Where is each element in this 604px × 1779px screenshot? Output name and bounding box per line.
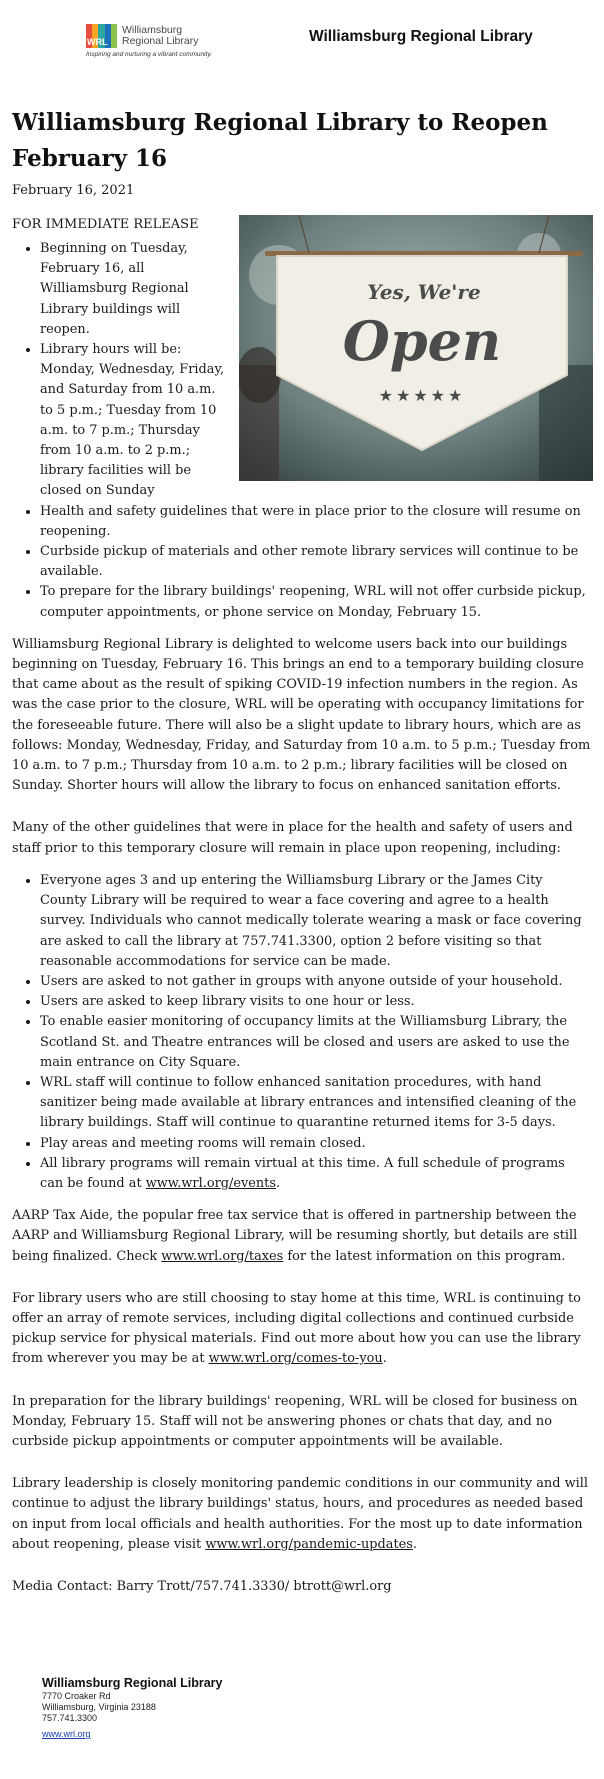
list-item: • Play areas and meeting rooms will remain closed.	[40, 1134, 592, 1154]
release-block	[12, 215, 592, 623]
paragraph-closure: In preparation for the library buildings' reopening, WRL will be closed for business on Monday, February 15. Staff will not be answering phones or chats that day, and no curbside pickup appointments or computer appointments will be available.	[12, 1393, 578, 1449]
list-item: • To enable easier monitoring of occupancy limits at the Williamsburg Library, the Scotland St. and Theatre entrances will be closed and users are asked to use the main entrance on City Square.	[40, 1012, 592, 1073]
logo-tagline: Inspiring and nurturing a vibrant community.	[86, 51, 212, 58]
paragraph-guidelines-intro: Many of the other guidelines that were in place for the health and safety of users and staff prior to this temporary closure will remain in place upon reopening, including:	[12, 820, 573, 856]
media-contact: Media Contact: Barry Trott/757.741.3330/ btrott@wrl.org	[12, 1578, 392, 1594]
article-date: February 16, 2021	[12, 183, 135, 198]
footer-name: Williamsburg Regional Library	[42, 1676, 223, 1690]
comes-to-you-link[interactable]: www.wrl.org/comes-to-you	[208, 1351, 383, 1367]
logo-mark	[86, 24, 118, 48]
footer-address1: 7770 Croaker Rd	[42, 1691, 111, 1701]
sign-line2: Open	[342, 309, 502, 373]
pandemic-updates-link[interactable]: www.wrl.org/pandemic-updates	[205, 1536, 413, 1552]
sign-stars: ★★★★★	[378, 386, 466, 405]
taxes-link[interactable]: www.wrl.org/taxes	[161, 1248, 284, 1264]
page-footer	[42, 1676, 442, 1742]
footer-phone: 757.741.3300	[42, 1713, 98, 1723]
paragraph-aarp: AARP Tax Aide, the popular free tax service that is offered in partnership between the AARP and Williamsburg Regional Library, will be resuming shortly, but details are still being finalized. Check www.wrl.org/taxes for the latest information on this program.	[12, 1208, 578, 1264]
open-sign-photo	[239, 215, 593, 481]
footer-website-link[interactable]: www.wrl.org	[42, 1729, 91, 1739]
list-item: • Everyone ages 3 and up entering the Williamsburg Library or the James City County Library will be required to wear a face covering and agree to a health survey. Individuals who cannot medically tolerate wearing a mask or face covering are asked to call the library at 757.741.3300, option 2 before visiting so that reasonable accommodations for service can be made.	[40, 871, 592, 972]
logo-name: Williamsburg Regional Library	[122, 24, 199, 47]
list-item: • Library hours will be: Monday, Wednesday, Friday, and Saturday from 10 a.m. to 5 p.m.; Tuesday from 10 a.m. to 7 p.m.; Thursday from 10 a.m. to 2 p.m.; library facilities will be closed on Sunday	[40, 340, 225, 502]
page-header	[0, 0, 604, 82]
sign-line1: Yes, We're	[367, 280, 481, 304]
list-item: • To prepare for the library buildings' reopening, WRL will not offer curbside pickup, computer appointments, or phone service on Monday, February 15.	[40, 582, 592, 622]
footer-address2: Williamsburg, Virginia 23188	[42, 1702, 156, 1712]
paragraph-welcome: Williamsburg Regional Library is delighted to welcome users back into our buildings beginning on Tuesday, February 16. This brings an end to a temporary building closure that came about as the result of spiking COVID-19 infection numbers in the region. As was the case prior to the closure, WRL will be operating with occupancy limitations for the foreseeable future. There will also be a slight update to library hours, which are as follows: Monday, Wednesday, Friday, and Saturday from 10 a.m. to 5 p.m.; Tuesday from 10 a.m. to 7 p.m.; Thursday from 10 a.m. to 2 p.m.; library facilities will be closed on Sunday. Shorter hours will allow the library to focus on enhanced sanitation efforts.	[12, 636, 591, 794]
logo-mark-text: WRL	[87, 37, 108, 47]
list-item: • Users are asked to not gather in groups with anyone outside of your household.	[40, 972, 592, 992]
header-title: Williamsburg Regional Library	[309, 28, 533, 45]
article	[12, 105, 592, 1597]
paragraph-leadership: Library leadership is closely monitoring pandemic conditions in our community and will continue to adjust the library buildings' status, hours, and procedures as needed based on input from local officials and health authorities. For the most up to date information about reopening, please visit www.wrl.org/pandemic-updates.	[12, 1476, 588, 1552]
list-item: • Curbside pickup of materials and other remote library services will continue to be available.	[40, 542, 592, 582]
paragraph-remote-services: For library users who are still choosing to stay home at this time, WRL is continuing to offer an array of remote services, including digital collections and continued curbside pickup service for physical materials. Find out more about how you can use the library from wherever you may be at www.wrl.org/comes-to-you.	[12, 1290, 581, 1367]
list-item: • WRL staff will continue to follow enhanced sanitation procedures, with hand sanitizer being made available at library entrances and intensified cleaning of the library buildings. Staff will continue to quarantine returned items for 3-5 days.	[40, 1073, 592, 1134]
events-link[interactable]: www.wrl.org/events	[145, 1175, 276, 1191]
release-label: FOR IMMEDIATE RELEASE	[12, 217, 199, 232]
article-title: Williamsburg Regional Library to Reopen February 16	[12, 109, 548, 172]
list-item: • Health and safety guidelines that were in place prior to the closure will resume on reopening.	[40, 502, 592, 542]
list-item: • Beginning on Tuesday, February 16, all Williamsburg Regional Library buildings will reopen.	[40, 239, 225, 340]
list-item: • Users are asked to keep library visits to one hour or less.	[40, 992, 592, 1012]
guidelines-list	[12, 871, 592, 1194]
list-item: • All library programs will remain virtual at this time. A full schedule of programs can be found at www.wrl.org/events.	[40, 1154, 592, 1194]
wrl-logo[interactable]	[86, 22, 276, 62]
